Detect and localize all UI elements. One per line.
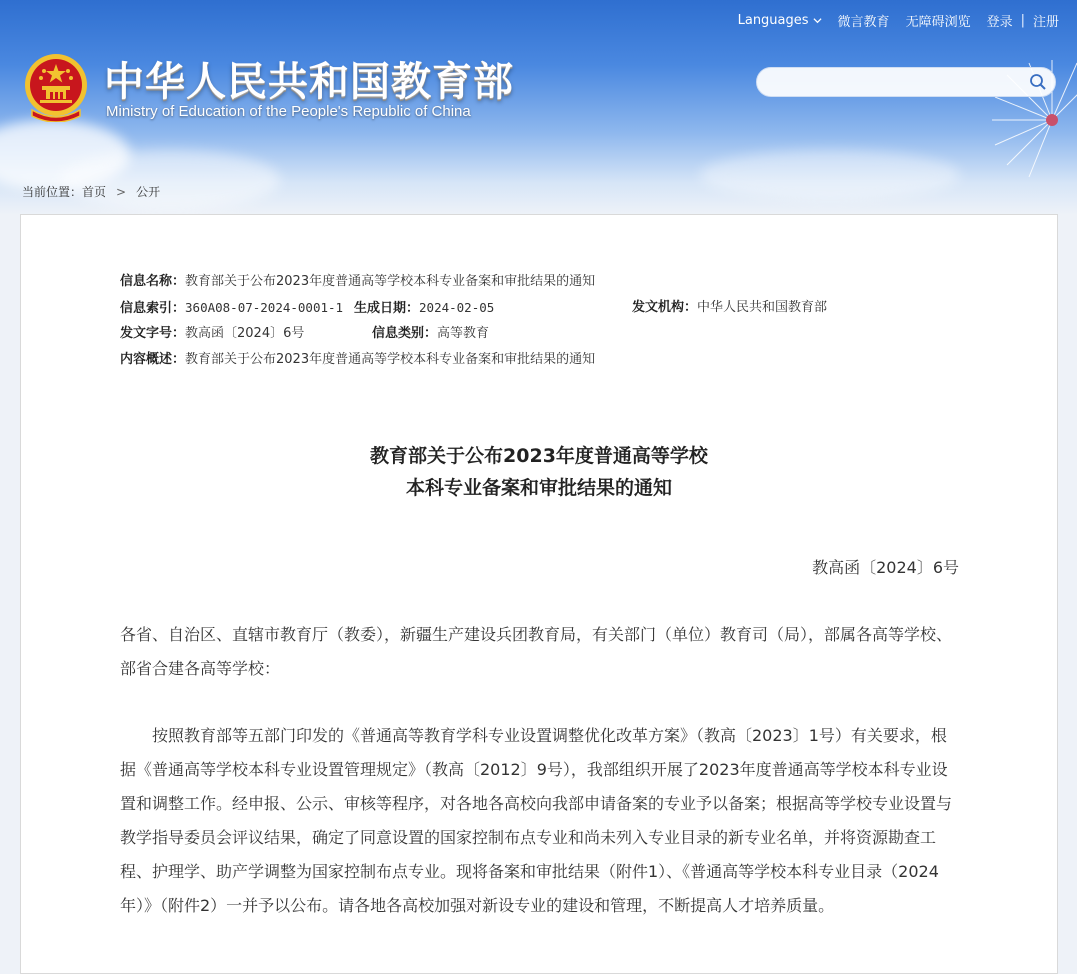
meta-category-value: 高等教育: [437, 326, 490, 341]
meta-issuer-value: 中华人民共和国教育部: [697, 300, 828, 315]
site-title: 中华人民共和国教育部: [104, 59, 514, 105]
meta-row-summary: [120, 347, 970, 373]
breadcrumb-home-link[interactable]: 首页: [82, 185, 107, 199]
document-title: [21, 440, 1057, 504]
accessibility-link[interactable]: 无障碍浏览: [905, 15, 971, 30]
meta-date-value: 2024-02-05: [419, 300, 495, 315]
meta-row-index: [120, 295, 970, 321]
meta-row-name: [120, 269, 970, 295]
languages-label: Languages: [737, 13, 809, 28]
site-header: [0, 0, 1077, 215]
breadcrumb: [22, 183, 160, 200]
search-icon[interactable]: [1029, 73, 1047, 91]
breadcrumb-chevron-icon: >: [116, 184, 127, 199]
breadcrumb-current[interactable]: 公开: [136, 185, 161, 199]
meta-docno-value: 教高函〔2024〕6号: [185, 326, 305, 341]
cloud-decoration: [60, 150, 280, 210]
meta-name-value: 教育部关于公布2023年度普通高等学校本科专业备案和审批结果的通知: [185, 274, 596, 289]
register-link[interactable]: 注册: [1032, 15, 1059, 30]
weibo-link[interactable]: 微言教育: [837, 15, 890, 30]
login-link[interactable]: 登录: [986, 15, 1013, 30]
meta-row-docno: [120, 321, 970, 347]
document-title-line2: 本科专业备案和审批结果的通知: [405, 477, 672, 499]
meta-date-label: 生成日期：: [354, 301, 420, 316]
meta-issuer-label: 发文机构：: [632, 300, 698, 315]
national-emblem-icon: [22, 52, 90, 122]
document-number: 教高函〔2024〕6号: [812, 558, 959, 577]
languages-dropdown[interactable]: [738, 13, 822, 28]
meta-index-value: 360A08-07-2024-0001-1: [185, 300, 344, 315]
meta-summary-value: 教育部关于公布2023年度普通高等学校本科专业备案和审批结果的通知: [185, 352, 596, 367]
document-metadata: [120, 269, 970, 373]
document-paragraph: 按照教育部等五部门印发的《普通高等教育学科专业设置调整优化改革方案》（教高〔2023〕1号）有关要求，根据《普通高等学校本科专业设置管理规定》（教高〔2012〕9号），我部组织开展了2023年度普通高等学校本科专业设置和调整工作。经申报、公示、审核等程序，对各地各高校向我部申请备案的专业予以备案；根据高等学校专业设置与教学指导委员会评议结果，确定了同意设置的国家控制布点专业和尚未列入专业目录的新专业名单，并将资源勘查工程、护理学、助产学调整为国家控制布点专业。现将备案和审批结果（附件1）、《普通高等学校本科专业目录（2024年）》（附件2）一并予以公布。请各地各高校加强对新设专业的建设和管理，不断提高人才培养质量。: [120, 726, 953, 915]
search-input[interactable]: [771, 72, 1025, 94]
breadcrumb-prefix: 当前位置：: [22, 185, 83, 199]
nav-divider: |: [1020, 13, 1025, 28]
meta-summary-label: 内容概述：: [120, 352, 186, 367]
site-subtitle-en: Ministry of Education of the People's Republic of China: [106, 103, 471, 120]
cloud-decoration: [700, 150, 960, 200]
top-nav: [738, 11, 1059, 30]
search-box: [756, 67, 1056, 97]
document-salutation: 各省、自治区、直辖市教育厅（教委），新疆生产建设兵团教育局，有关部门（单位）教育司（局），部属各高等学校、部省合建各高等学校：: [120, 625, 953, 678]
meta-category-label: 信息类别：: [372, 326, 438, 341]
meta-name-label: 信息名称：: [120, 274, 186, 289]
article-container: [20, 214, 1058, 974]
chevron-down-icon: [813, 16, 822, 25]
meta-index-label: 信息索引：: [120, 301, 186, 316]
document-title-line1: 教育部关于公布2023年度普通高等学校: [370, 445, 708, 467]
meta-docno-label: 发文字号：: [120, 326, 186, 341]
